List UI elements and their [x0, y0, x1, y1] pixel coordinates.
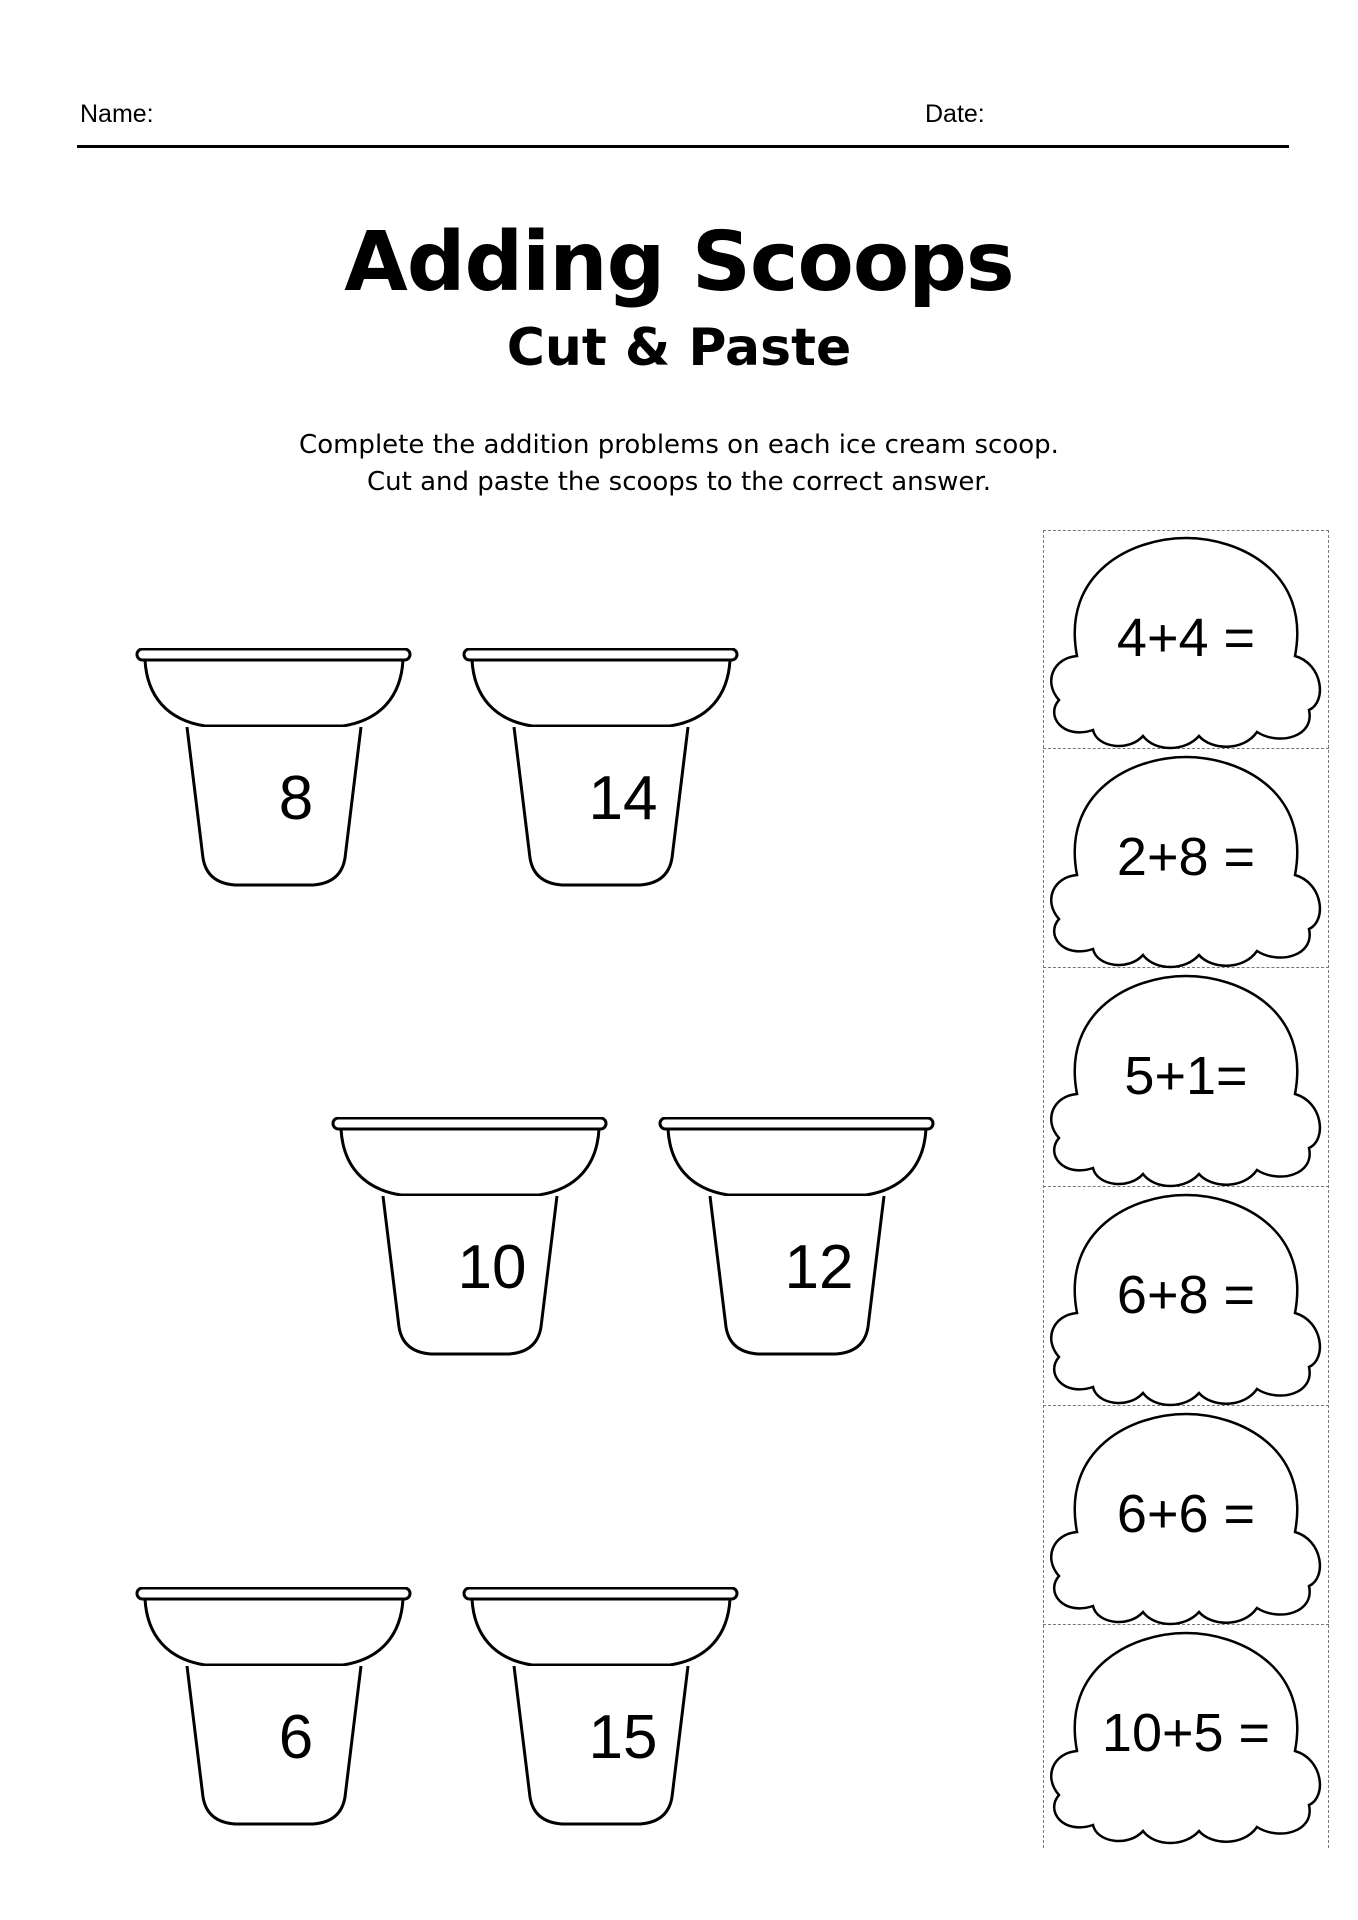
scoop-problem: 10+5 = — [1101, 1703, 1271, 1763]
name-label: Name: — [80, 100, 154, 128]
ice-cream-cup — [331, 1117, 611, 1367]
ice-cream-scoop[interactable] — [1043, 970, 1329, 1189]
cup-number: 8 — [278, 764, 314, 833]
ice-cream-scoop[interactable] — [1043, 1408, 1329, 1627]
page-subtitle: Cut & Paste — [506, 318, 852, 378]
cup-number: 15 — [588, 1703, 658, 1772]
scoop-problem: 6+8 = — [1116, 1265, 1256, 1325]
ice-cream-scoop[interactable] — [1043, 751, 1329, 970]
cup-number: 6 — [278, 1703, 314, 1772]
scoop-problem: 5+1= — [1124, 1046, 1248, 1106]
ice-cream-scoop[interactable] — [1043, 1189, 1329, 1408]
scoop-problem: 2+8 = — [1116, 827, 1256, 887]
scoop-problem: 6+6 = — [1116, 1484, 1256, 1544]
ice-cream-cup — [135, 1587, 415, 1837]
ice-cream-cup — [462, 1587, 742, 1837]
header-rule — [77, 145, 1289, 148]
cup-number: 12 — [784, 1233, 854, 1302]
cup-number: 14 — [588, 764, 658, 833]
instruction-line-1: Complete the addition problems on each ice cream scoop. — [299, 430, 1059, 460]
scoop-problem: 4+4 = — [1116, 608, 1256, 668]
cup-number: 10 — [457, 1233, 527, 1302]
ice-cream-scoop[interactable] — [1043, 532, 1329, 751]
page-title: Adding Scoops — [344, 215, 1014, 310]
ice-cream-cup — [658, 1117, 938, 1367]
instruction-line-2: Cut and paste the scoops to the correct answer. — [367, 467, 991, 497]
ice-cream-scoop[interactable] — [1043, 1627, 1329, 1846]
ice-cream-cup — [462, 648, 742, 898]
ice-cream-cup — [135, 648, 415, 898]
date-label: Date: — [925, 100, 985, 128]
